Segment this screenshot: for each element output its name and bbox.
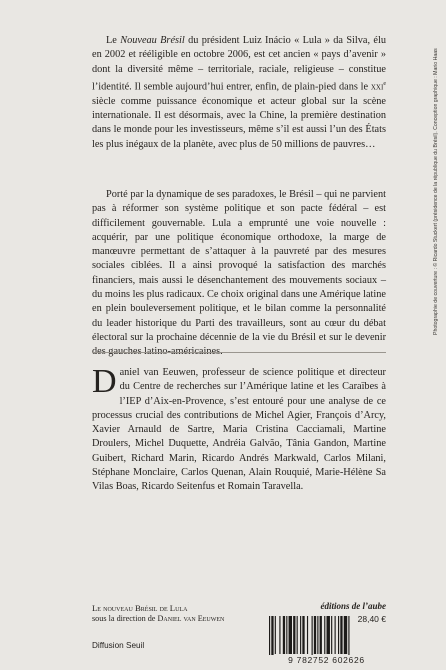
barcode-bar	[327, 616, 330, 654]
direction-line: sous la direction de Daniel van Eeuwen	[92, 613, 225, 623]
barcode-bar	[317, 616, 318, 654]
book-title-italic: Nouveau Brésil	[120, 35, 185, 46]
section-divider	[92, 352, 386, 353]
barcode-icon	[263, 616, 390, 660]
barcode-bar	[297, 616, 298, 654]
paragraph-intro	[92, 34, 386, 152]
cover-credits: Photographie de couverture : © Ricardo Stuckert (présidence de la république du Brésil). Conception graphique : Mario Haas	[433, 48, 439, 335]
barcode-bar	[293, 616, 295, 654]
barcode-bar	[286, 616, 287, 654]
barcode-bar	[312, 616, 313, 660]
barcode-bar	[340, 616, 342, 654]
barcode-bar	[338, 616, 339, 654]
book-title: Le nouveau Brésil de Lula	[92, 603, 188, 613]
isbn-digits: 9 782752 602626	[263, 655, 390, 665]
barcode-bar	[279, 616, 280, 654]
barcode-bar	[283, 616, 285, 654]
intro-text: Le Nouveau Brésil du président Luiz Inácio « Lula » da Silva, élu en 2002 et rééligible en octobre 2006, est cet ancien « pays d’avenir » dont la diversité même – territoriale, raciale, religieuse – constitue l’identité. Il semble aujourd’hui entrer, enfin, de plain-pied dans le xxi$^e$ siècle comme puissance économique et acteur global sur la scène internationale. Il est désormais, avec la Chine, la première destination dans le monde pour les investisseurs, même s’il est aussi l’un des États les plus inégaux de la planète, avec plus de 50 millions de pauvres…	[92, 35, 386, 150]
barcode-bar	[331, 616, 332, 654]
drop-cap: D	[92, 363, 117, 400]
barcode-bar	[324, 616, 325, 654]
barcode-bar	[271, 616, 273, 660]
paragraph-analysis	[92, 188, 386, 360]
barcode-bar	[269, 616, 270, 660]
contributors-text: Daniel van Eeuwen, professeur de science politique et directeur du Centre de recherches sur l’Amérique latine et les Caraïbes à l’IEP d’Aix-en-Provence, s’est entouré pour une analyse de ce processus crucial des contributions de Michel Agier, François d’Arcy, Xavier Arnauld de Sartre, Maria Cristina Cacciamali, Martine Droulers, Michel Duquette, Andréia Galvão, Tânia Gandon, Martine Guibert, Richard Marin, Ricardo Andrés Markwald, Carlos Milani, Stéphane Monclaire, Carlos Quenan, Alain Rouquié, Marie-Hélène Sa Vilas Boas, Ricardo Seitenfus et Romain Taravella.	[92, 363, 386, 493]
barcode-bar	[314, 616, 316, 654]
barcode-bar	[275, 616, 276, 654]
barcode-bar	[289, 616, 292, 654]
book-info	[92, 603, 282, 624]
barcode-bar	[307, 616, 308, 654]
barcode-bar	[300, 616, 301, 654]
publisher-logo: éditions de l’aube	[320, 601, 386, 611]
barcode-bar	[348, 616, 349, 660]
century-numeral: xxi	[370, 81, 384, 93]
barcode-bar	[335, 616, 336, 654]
director-name: Daniel van Eeuwen	[157, 613, 225, 623]
paragraph-contributors	[92, 363, 386, 495]
barcode-bar	[320, 616, 322, 654]
barcode-bar	[344, 616, 347, 654]
barcode-bar	[302, 616, 304, 654]
price-label: 28,40 €	[357, 614, 386, 624]
analysis-text: Porté par la dynamique de ses paradoxes, le Brésil – qui ne parvient pas à réformer son système politique et son pacte fédéral – est difficilement gouvernable. Lula a emprunté une voie nouvelle : acquérir, par une politique économique orthodoxe, la marge de manœuvre permettant de s’attaquer à la pauvreté par des mesures sociales ciblées. Il a ainsi provoqué la satisfaction des marchés financiers, mais aussi le désenchantement des mouvements sociaux – du moins les plus radicaux. Ce choix original dans une Amérique latine en plein bouleversement politique, et le bilan comme la personnalité du leader historique du Parti des travailleurs, sont au cœur du débat électoral sur la prochaine décennie de la vie du Brésil et sur le devenir des gauches latino-américaines.	[92, 189, 386, 358]
distribution-label: Diffusion Seuil	[92, 641, 145, 650]
